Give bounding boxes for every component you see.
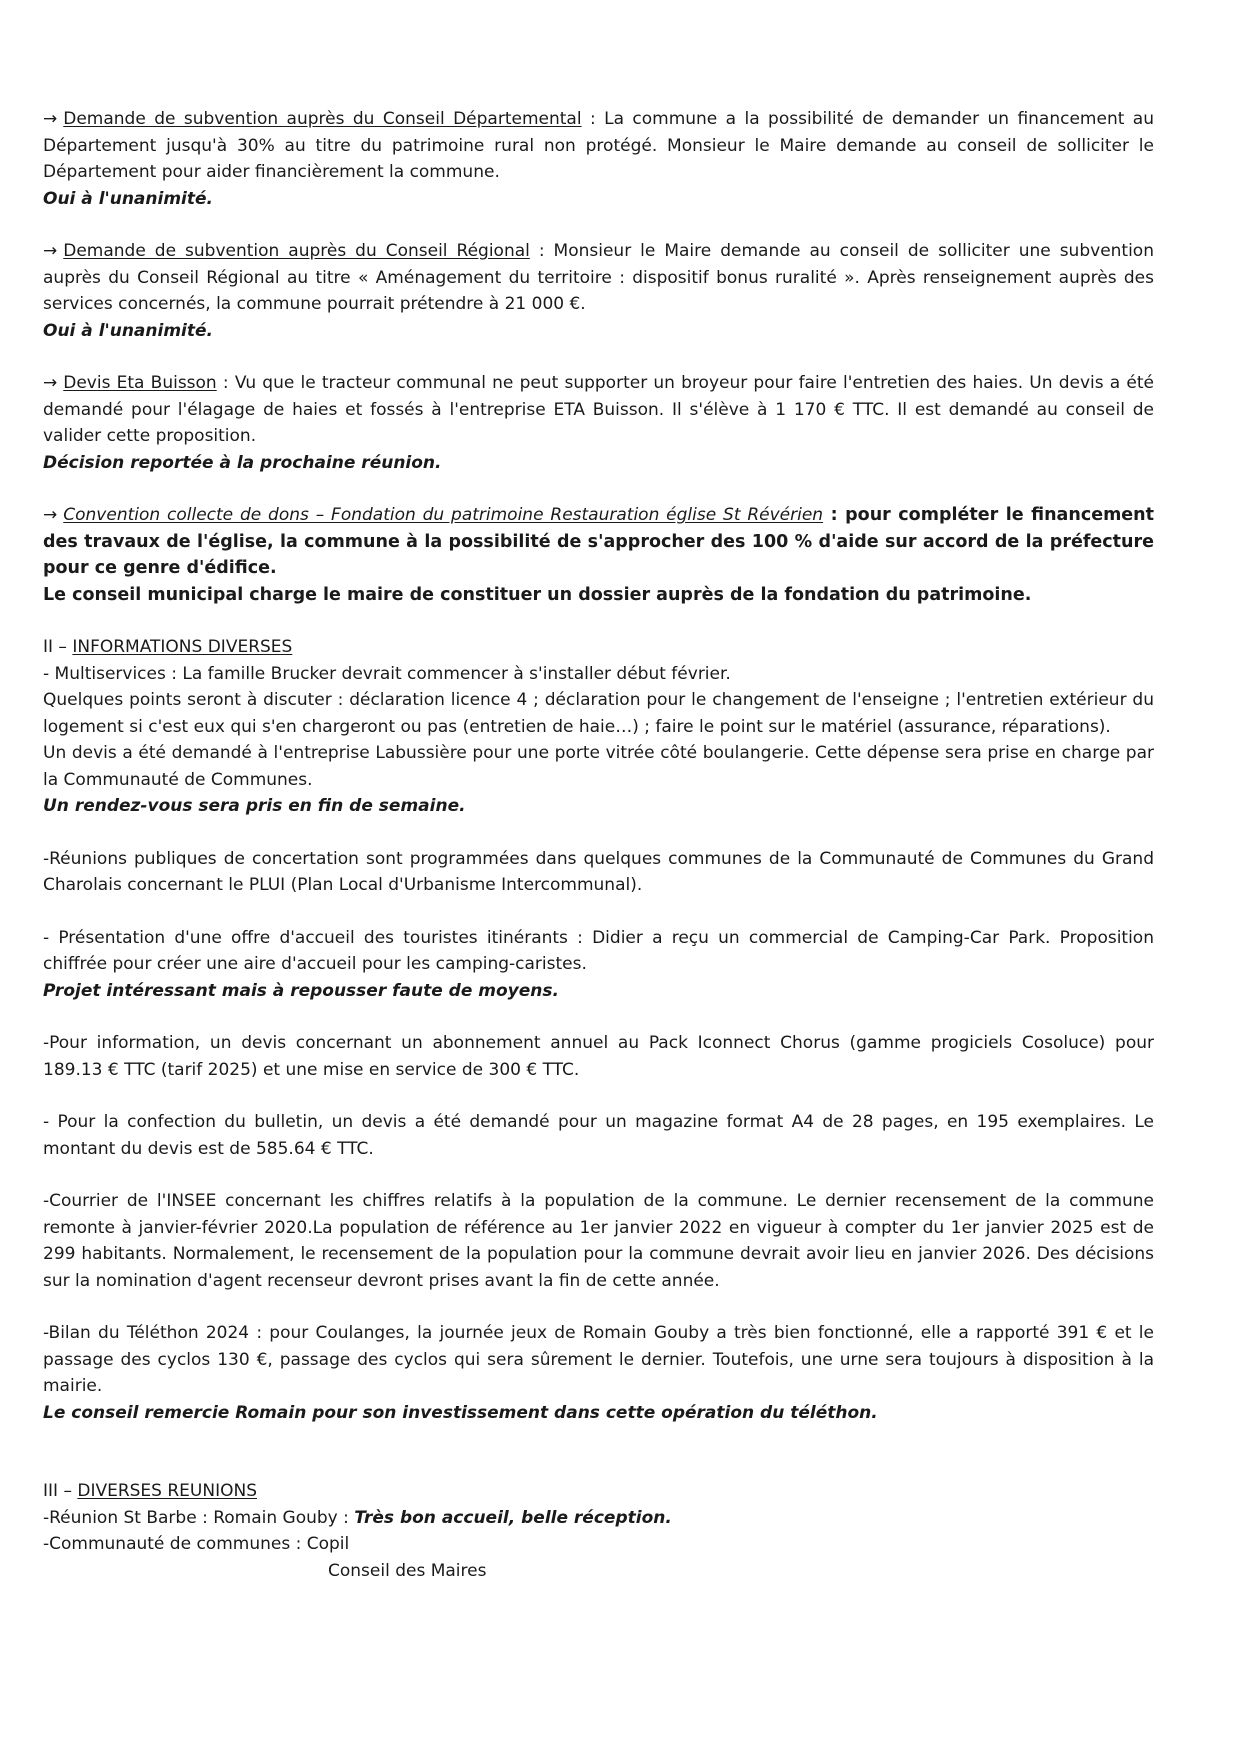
section-heading: II – INFORMATIONS DIVERSES xyxy=(43,637,293,657)
document-content xyxy=(43,106,1154,1584)
reunion-st-barbe-comment: Très bon accueil, belle réception. xyxy=(354,1507,672,1528)
section-decision: Oui à l'unanimité. xyxy=(43,320,213,341)
section-text: : pour compléter le financement des travaux de l'église, la commune à la possibilité de s'approcher des 100 % d'aide sur accord de la préfecture pour ce genre d'édifice. xyxy=(43,505,1154,578)
section-heading: III – DIVERSES REUNIONS xyxy=(43,1481,257,1501)
reunion-communaute: -Communauté de communes : Copil xyxy=(43,1534,350,1554)
section-text: : Vu que le tracteur communal ne peut supporter un broyeur pour faire l'entretien des haies. Un devis a été demandé pour l'élagage de haies et fossés à l'entreprise ETA Buisson. Il s'élève à 1 170 € TTC. Il est demandé au conseil de valider cette proposition. xyxy=(43,373,1155,446)
section-text: : La commune a la possibilité de demander un financement au Département jusqu'à 30% au titre du patrimoine rural non protégé. Monsieur le Maire demande au conseil de solliciter le Département pour aider financièrement la commune. xyxy=(43,109,1154,182)
section-decision: Oui à l'unanimité. xyxy=(43,188,213,209)
arrow-icon: → xyxy=(43,109,58,129)
section-title: Devis Eta Buisson xyxy=(63,373,217,393)
section-devis-eta-buisson xyxy=(43,370,1154,476)
heading-title: DIVERSES REUNIONS xyxy=(77,1481,257,1501)
section-subvention-region xyxy=(43,238,1154,344)
section-title: Demande de subvention auprès du Conseil Régional xyxy=(63,241,530,261)
arrow-icon: → xyxy=(43,241,58,261)
info-insee: -Courrier de l'INSEE concernant les chiffres relatifs à la population de la commune. Le dernier recensement de la commune remonte à janvier-février 2020.La population de référence au 1er janvier 2022 en vigueur à compter du 1er janvier 2025 est de 299 habitants. Normalement, le recensement de la population pour la commune devrait avoir lieu en janvier 2026. Des décisions sur la nomination d'agent recenseur devront prises avant la fin de cette année. xyxy=(43,1191,1154,1291)
info-telethon: -Bilan du Téléthon 2024 : pour Coulanges, la journée jeux de Romain Gouby a très bien fonctionné, elle a rapporté 391 € et le passage des cyclos 130 €, passage des cyclos qui sera sûrement le dernier. Toutefois, une urne sera toujours à disposition à la mairie. Le conseil remercie Romain pour son investissement dans cette opération du téléthon. xyxy=(43,1320,1154,1426)
info-touristes: - Présentation d'une offre d'accueil des touristes itinérants : Didier a reçu un commercial de Camping-Car Park. Proposition chiffrée pour créer une aire d'accueil pour les camping-caristes. Projet intéressant mais à repousser faute de moyens. xyxy=(43,925,1154,1005)
heading-title: INFORMATIONS DIVERSES xyxy=(72,637,293,657)
section-title: Demande de subvention auprès du Conseil Départemental xyxy=(63,109,582,129)
info-reunions-publiques: -Réunions publiques de concertation sont programmées dans quelques communes de la Communauté de Communes du Grand Charolais concernant le PLUI (Plan Local d'Urbanisme Intercommunal). xyxy=(43,848,1154,895)
info-chorus: -Pour information, un devis concernant un abonnement annuel au Pack Iconnect Chorus (gamme progiciels Cosoluce) pour 189.13 € TTC (tarif 2025) et une mise en service de 300 € TTC. xyxy=(43,1033,1154,1080)
section-subvention-departement xyxy=(43,106,1154,212)
info-bulletin: - Pour la confection du bulletin, un devis a été demandé pour un magazine format A4 de 28 pages, en 195 exemplaires. Le montant du devis est de 585.64 € TTC. xyxy=(43,1112,1154,1159)
reunion-st-barbe: -Réunion St Barbe : Romain Gouby : Très bon accueil, belle réception. xyxy=(43,1507,672,1528)
info-multiservices-decision: Un rendez-vous sera pris en fin de semaine. xyxy=(43,796,466,816)
section-decision: Décision reportée à la prochaine réunion. xyxy=(43,452,442,473)
section-text: : Monsieur le Maire demande au conseil de solliciter une subvention auprès du Conseil Régional au titre « Aménagement du territoire : dispositif bonus ruralité ». Après renseignement auprès des services concernés, la commune pourrait prétendre à 21 000 €. xyxy=(43,241,1154,314)
section-convention-fondation xyxy=(43,502,1154,608)
info-multiservices-2: Quelques points seront à discuter : déclaration licence 4 ; déclaration pour le changement de l'enseigne ; l'entretien extérieur du logement si c'est eux qui s'en chargeront ou pas (entretien de haie…) ; faire le point sur le matériel (assurance, réparations). xyxy=(43,690,1154,737)
section-informations-diverses xyxy=(43,634,1154,820)
info-multiservices-1: - Multiservices : La famille Brucker devrait commencer à s'installer début février. xyxy=(43,663,731,684)
reunion-conseil-maires: Conseil des Maires xyxy=(328,1560,487,1581)
info-touristes-decision: Projet intéressant mais à repousser faute de moyens. xyxy=(43,980,559,1001)
section-diverses-reunions xyxy=(43,1478,1154,1584)
section-title: Convention collecte de dons – Fondation du patrimoine Restauration église St Révérien xyxy=(63,505,824,525)
info-telethon-decision: Le conseil remercie Romain pour son investissement dans cette opération du téléthon. xyxy=(43,1402,878,1423)
section-text-2: Le conseil municipal charge le maire de constituer un dossier auprès de la fondation du patrimoine. xyxy=(43,584,1032,605)
arrow-icon: → xyxy=(43,373,58,393)
arrow-icon: → xyxy=(43,505,58,525)
info-multiservices-3: Un devis a été demandé à l'entreprise Labussière pour une porte vitrée côté boulangerie. Cette dépense sera prise en charge par la Communauté de Communes. xyxy=(43,743,1154,790)
